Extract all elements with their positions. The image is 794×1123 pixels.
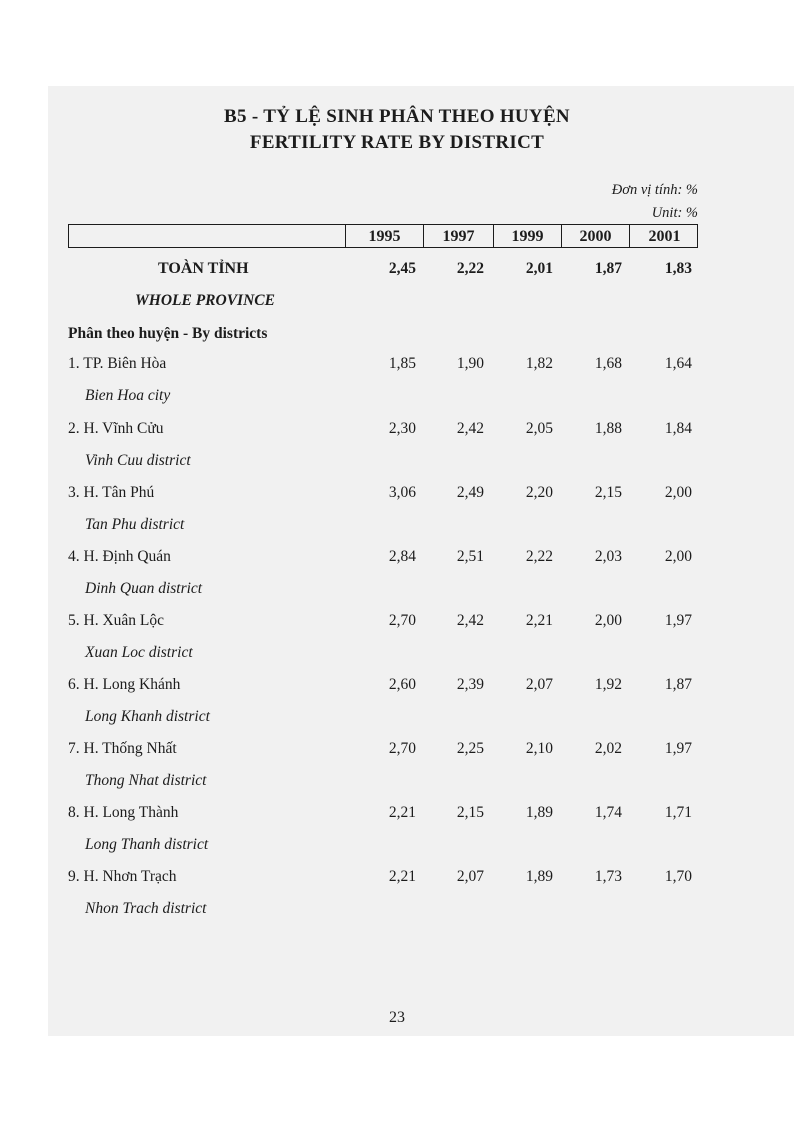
- rate-value: 2,21: [388, 868, 416, 885]
- rate-value: 2,42: [456, 420, 484, 437]
- district-name-en: Bien Hoa city: [85, 387, 171, 404]
- rate-value: 2,05: [525, 420, 553, 437]
- district-name-vi: 9. H. Nhơn Trạch: [68, 868, 177, 885]
- rate-value: 2,42: [456, 612, 484, 629]
- rate-value: 1,82: [525, 355, 553, 372]
- total-value: 2,45: [388, 260, 416, 277]
- year-header: 1997: [423, 225, 493, 247]
- table-title-en: FERTILITY RATE BY DISTRICT: [249, 132, 545, 153]
- rate-value: 1,97: [664, 612, 692, 629]
- rate-value: 1,89: [525, 868, 553, 885]
- rate-value: 2,10: [525, 740, 553, 757]
- district-name-en: Vinh Cuu district: [85, 452, 191, 469]
- page-number: 23: [389, 1009, 405, 1026]
- district-name-vi: 8. H. Long Thành: [68, 804, 179, 821]
- rate-value: 2,21: [525, 612, 553, 629]
- rate-value: 1,74: [594, 804, 622, 821]
- rate-value: 2,49: [456, 484, 484, 501]
- district-name-vi: 5. H. Xuân Lộc: [68, 612, 164, 629]
- district-name-vi: 4. H. Định Quán: [68, 548, 171, 565]
- rate-value: 2,70: [388, 740, 416, 757]
- year-header: 1999: [493, 225, 561, 247]
- rate-value: 2,30: [388, 420, 416, 437]
- table-title-vi: B5 - TỶ LỆ SINH PHÂN THEO HUYỆN: [224, 106, 570, 127]
- district-name-en: Xuan Loc district: [85, 644, 193, 661]
- rate-value: 2,02: [594, 740, 622, 757]
- rate-value: 1,85: [388, 355, 416, 372]
- year-header: 2001: [629, 225, 699, 247]
- rate-value: 2,51: [456, 548, 484, 565]
- unit-label-en: Unit: %: [651, 205, 698, 221]
- rate-value: 2,60: [388, 676, 416, 693]
- rate-value: 1,90: [456, 355, 484, 372]
- rate-value: 2,07: [456, 868, 484, 885]
- rate-value: 1,70: [664, 868, 692, 885]
- rate-value: 1,89: [525, 804, 553, 821]
- section-label: Phân theo huyện - By districts: [68, 325, 268, 342]
- district-name-vi: 1. TP. Biên Hòa: [68, 355, 167, 372]
- rate-value: 1,92: [594, 676, 622, 693]
- rate-value: 2,39: [456, 676, 484, 693]
- district-name-en: Long Khanh district: [85, 708, 210, 725]
- table-header-row: [68, 224, 698, 248]
- total-value: 1,83: [664, 260, 692, 277]
- rate-value: 2,70: [388, 612, 416, 629]
- unit-label-vi: Đơn vị tính: %: [611, 182, 698, 198]
- rate-value: 1,87: [664, 676, 692, 693]
- total-value: 2,01: [525, 260, 553, 277]
- district-name-en: Nhon Trach district: [85, 900, 207, 917]
- rate-value: 1,68: [594, 355, 622, 372]
- rate-value: 1,84: [664, 420, 692, 437]
- rate-value: 2,84: [388, 548, 416, 565]
- rate-value: 2,00: [664, 484, 692, 501]
- year-header: 2000: [561, 225, 629, 247]
- district-name-en: Long Thanh district: [85, 836, 209, 853]
- rate-value: 1,64: [664, 355, 692, 372]
- district-name-vi: 3. H. Tân Phú: [68, 484, 155, 501]
- rate-value: 1,88: [594, 420, 622, 437]
- district-name-vi: 2. H. Vĩnh Cửu: [68, 420, 164, 437]
- district-name-en: Tan Phu district: [85, 516, 185, 533]
- total-value: 1,87: [594, 260, 622, 277]
- rate-value: 1,71: [664, 804, 692, 821]
- total-label-en: WHOLE PROVINCE: [135, 292, 275, 309]
- rate-value: 2,25: [456, 740, 484, 757]
- rate-value: 2,21: [388, 804, 416, 821]
- rate-value: 2,15: [456, 804, 484, 821]
- district-name-vi: 7. H. Thống Nhất: [68, 740, 177, 757]
- rate-value: 2,15: [594, 484, 622, 501]
- rate-value: 1,73: [594, 868, 622, 885]
- district-name-vi: 6. H. Long Khánh: [68, 676, 181, 693]
- rate-value: 1,97: [664, 740, 692, 757]
- district-name-en: Dinh Quan district: [85, 580, 203, 597]
- rate-value: 2,07: [525, 676, 553, 693]
- rate-value: 2,03: [594, 548, 622, 565]
- total-value: 2,22: [456, 260, 484, 277]
- rate-value: 3,06: [388, 484, 416, 501]
- district-name-en: Thong Nhat district: [85, 772, 207, 789]
- rate-value: 2,00: [664, 548, 692, 565]
- rate-value: 2,00: [594, 612, 622, 629]
- total-label-vi: TOÀN TỈNH: [158, 260, 249, 277]
- rate-value: 2,20: [525, 484, 553, 501]
- year-header: 1995: [345, 225, 423, 247]
- rate-value: 2,22: [525, 548, 553, 565]
